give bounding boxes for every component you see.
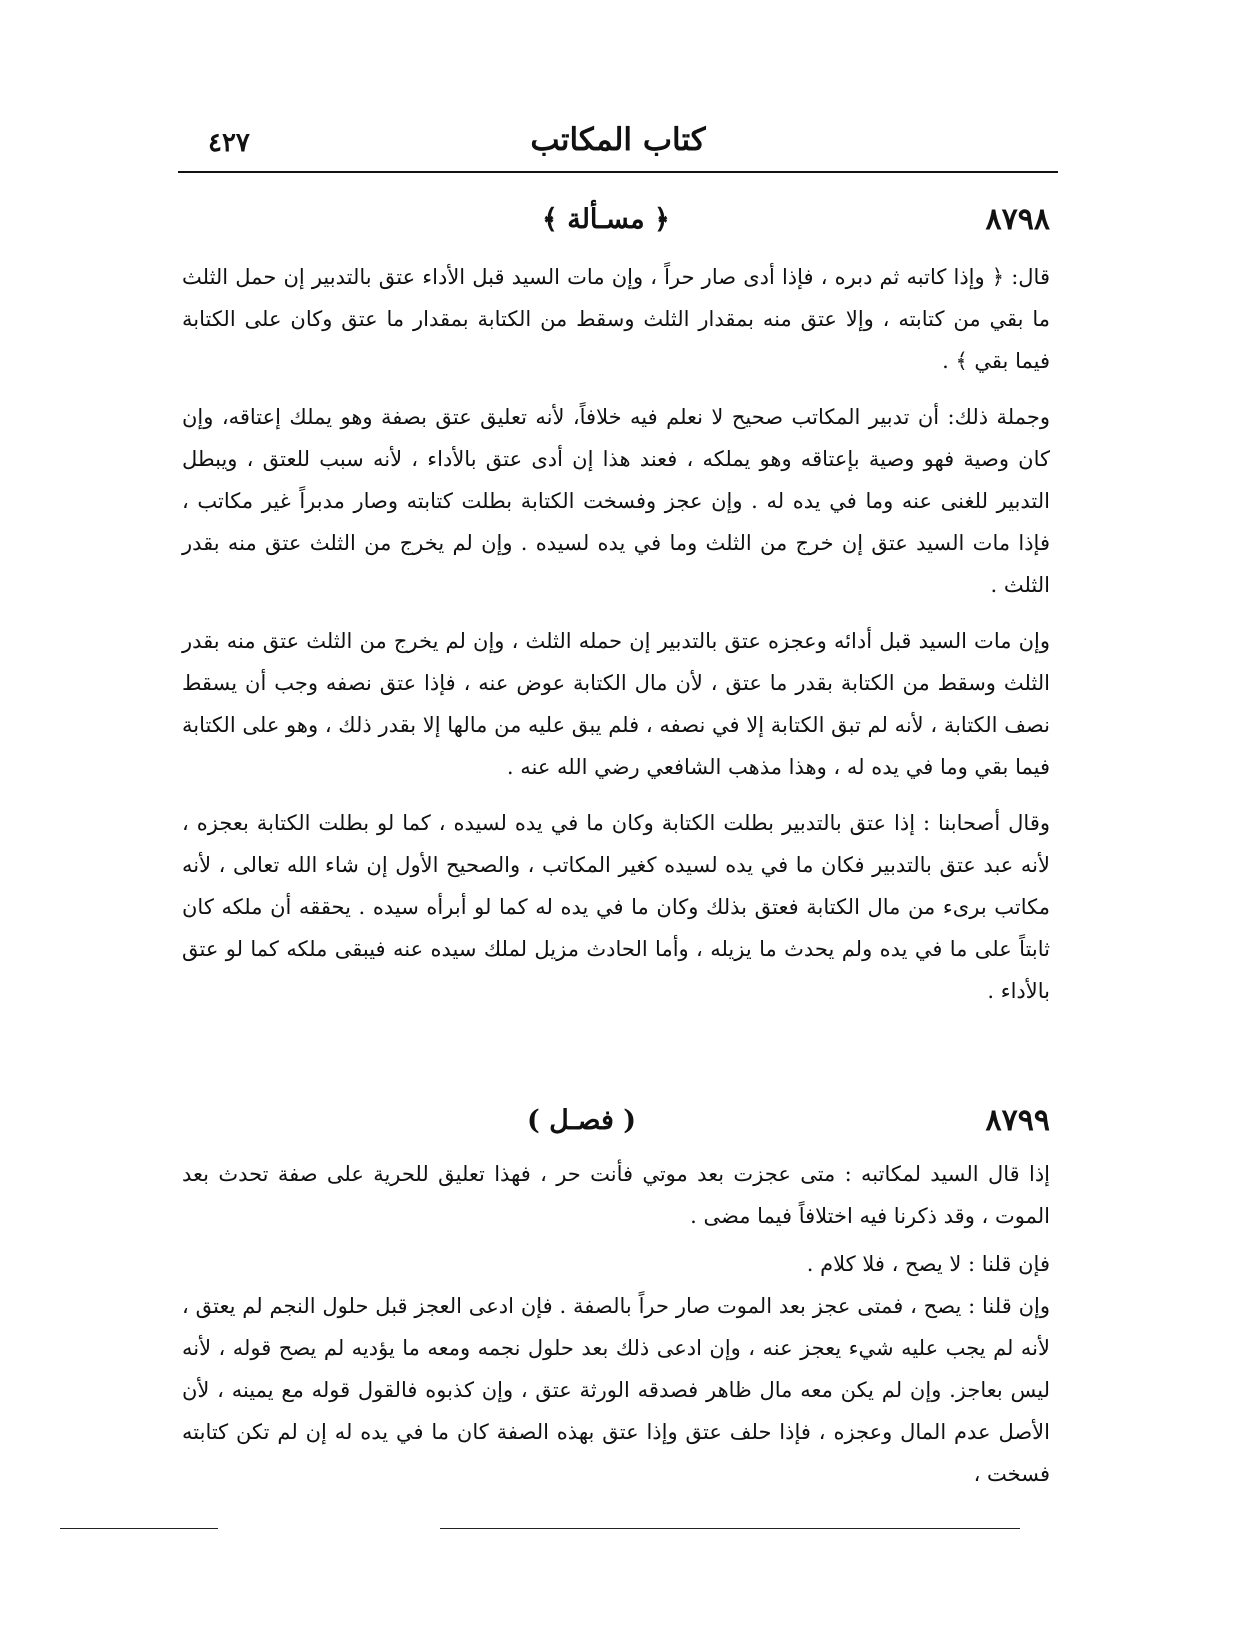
paragraph: وقال أصحابنا : إذا عتق بالتدبير بطلت الكتابة وكان ما في يده لسيده ، كما لو بطلت الكتابة بعجزه ، لأنه عبد عتق بالتدبير فكان ما في يده لسيده كغير المكاتب ، والصحيح الأول إن شاء الله تعالى ، لأنه مكاتب برىء من مال الكتابة فعتق بذلك وكان ما في يده له كما لو أبرأه سيده . يحققه أن ملكه كان ثابتاً على ما في يده ولم يحدث ما يزيله ، وأما الحادث مزيل لملك سيده عنه فيبقى ملكه كما لو عتق بالأداء . — [182, 811, 1050, 1003]
chapter-label: ( فصـل ) — [527, 1105, 637, 1136]
issue-number: ٨٧٩٨ — [985, 202, 1050, 237]
chapter-body — [182, 1153, 1050, 1495]
chapter-heading — [182, 1103, 1050, 1147]
header-rule — [178, 171, 1058, 173]
issue-label: ﴿ مسـألة ﴾ — [542, 204, 670, 235]
book-title: كتاب المكاتب — [530, 122, 706, 158]
page-number: ٤٢٧ — [208, 128, 250, 158]
paragraph: فإن قلنا : لا يصح ، فلا كلام . — [806, 1252, 1050, 1276]
paragraph: وإن قلنا : يصح ، فمتى عجز بعد الموت صار حراً بالصفة . فإن ادعى العجز قبل حلول النجم لم يعتق ، لأنه لم يجب عليه شيء يعجز عنه ، وإن ادعى ذلك بعد حلول نجمه ومعه ما يؤديه لم يصح قوله ، لأنه ليس بعاجز. وإن لم يكن معه مال ظاهر فصدقه الورثة عتق ، وإن كذبوه فالقول قوله مع يمينه ، لأن الأصل عدم المال وعجزه ، فإذا حلف عتق وإذا عتق بهذه الصفة كان ما في يده له إن لم تكن كتابته فسخت ، — [182, 1294, 1050, 1486]
footer-rule-left — [60, 1528, 218, 1529]
paragraph: وجملة ذلك: أن تدبير المكاتب صحيح لا نعلم فيه خلافاً، لأنه تعليق عتق بصفة وهو يملك إعتاقه، وإن كان وصية فهو وصية بإعتاقه وهو يملكه ، فعند هذا إن أدى عتق بالأداء ، لأنه سبب للعتق ، ويبطل التدبير للغنى عنه وما في يده له . وإن عجز وفسخت الكتابة بطلت كتابته وصار مدبراً غير مكاتب ، فإذا مات السيد عتق إن خرج من الثلث وما في يده لسيده . وإن لم يخرج من الثلث عتق منه بقدر الثلث . — [182, 405, 1050, 597]
paragraph: إذا قال السيد لمكاتبه : متى عجزت بعد موتي فأنت حر ، فهذا تعليق للحرية على صفة تحدث بعد الموت ، وقد ذكرنا فيه اختلافاً فيما مضى . — [182, 1162, 1050, 1228]
paragraph: وإن مات السيد قبل أدائه وعجزه عتق بالتدبير إن حمله الثلث ، وإن لم يخرج من الثلث عتق منه بقدر الثلث وسقط من الكتابة بقدر ما عتق ، لأن مال الكتابة عوض عنه ، فإذا عتق نصفه وجب أن يسقط نصف الكتابة ، لأنه لم تبق الكتابة إلا في نصفه ، فلم يبق عليه من مالها إلا بقدر ذلك ، وهو على الكتابة فيما بقي وما في يده له ، وهذا مذهب الشافعي رضي الله عنه . — [182, 629, 1050, 779]
paragraph: قال: ﴿ وإذا كاتبه ثم دبره ، فإذا أدى صار حراً ، وإن مات السيد قبل الأداء عتق بالتدبير إن حمل الثلث ما بقي من كتابته ، وإلا عتق منه بمقدار الثلث وسقط من الكتابة بمقدار ما عتق وكان على الكتابة فيما بقي ﴾ . — [182, 265, 1050, 373]
page-header — [178, 118, 1058, 172]
issue-heading — [182, 202, 1050, 246]
footer-rule-right — [440, 1528, 1020, 1529]
issue-body — [182, 256, 1050, 1012]
chapter-number: ٨٧٩٩ — [985, 1103, 1050, 1138]
